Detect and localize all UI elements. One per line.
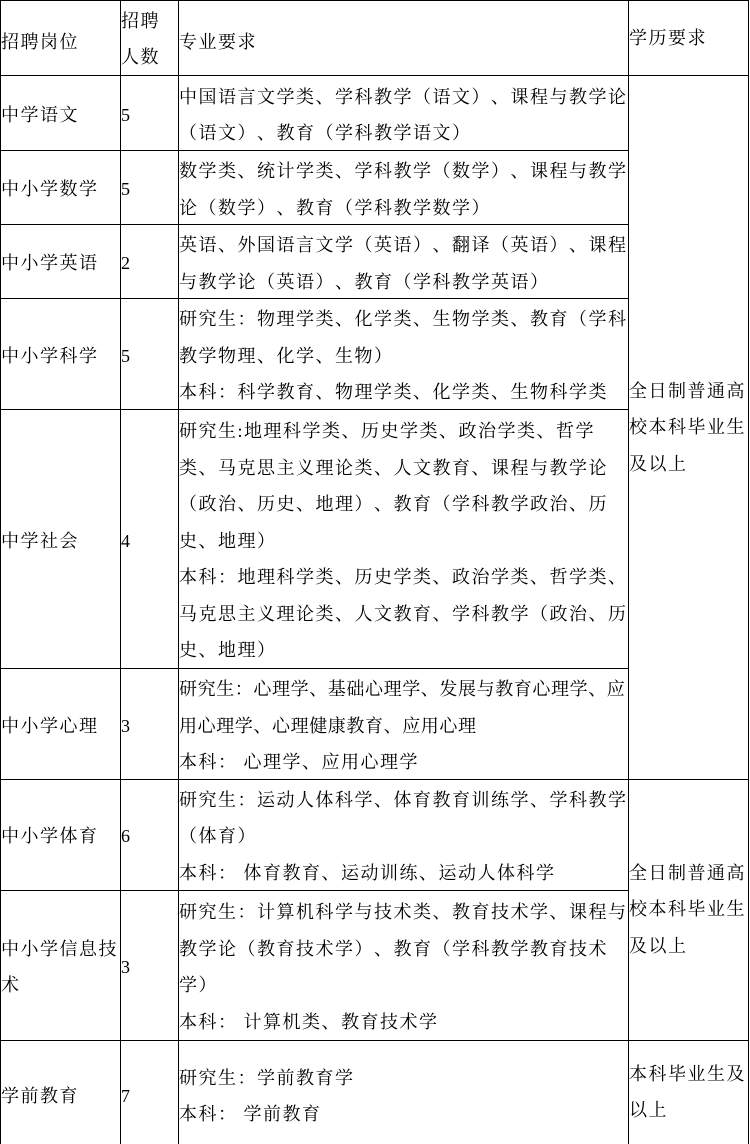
major-cell [179,890,629,1040]
position-cell [1,76,121,151]
major-cell [179,1040,629,1144]
position-label: 中小学科学 [1,345,99,366]
table-header-row [1,1,749,76]
major-undergraduate-text: 本科：地理科学类、历史学类、政治学类、哲学类、马克思主义理论类、人文教育、学科教学（政治、历史、地理） [179,567,628,661]
count-value: 2 [121,253,132,274]
position-cell [1,669,121,780]
position-label: 中小学英语 [1,253,99,274]
position-label: 中小学信息技术 [1,938,118,995]
major-cell [179,76,629,151]
header-cell-position [1,1,121,76]
major-cell [179,410,629,669]
major-cell [179,225,629,299]
header-count: 招聘人数 [121,10,160,67]
major-undergraduate-text: 本科： 计算机类、教育技术学 [179,1011,439,1032]
count-cell [121,669,179,780]
position-label: 中学语文 [1,104,79,125]
major-graduate-text: 研究生:地理科学类、历史学类、政治学类、哲学类、马克思主义理论类、人文教育、课程与教学论（政治、历史、地理）、教育（学科教学政治、历史、地理） [179,421,608,551]
position-cell [1,779,121,890]
position-label: 中小学体育 [1,826,99,847]
count-cell [121,76,179,151]
position-label: 中小学数学 [1,179,99,200]
major-undergraduate-text: 本科：科学教育、物理学类、化学类、生物科学类 [179,382,608,403]
major-graduate-text: 研究生：物理学类、化学类、生物学类、教育（学科教学物理、化学、生物） [179,309,628,366]
count-cell [121,225,179,299]
major-undergraduate-text: 本科： 体育教育、运动训练、运动人体科学 [179,862,556,883]
position-label: 中学社会 [1,530,79,551]
count-cell [121,779,179,890]
header-position: 招聘岗位 [1,31,79,52]
count-value: 5 [121,179,132,200]
position-cell [1,299,121,410]
position-cell [1,1040,121,1144]
major-graduate-text: 研究生：运动人体科学、体育教育训练学、学科教学（体育） [179,789,628,847]
major-text: 中国语言文学类、学科教学（语文）、课程与教学论（语文）、教育（学科教学语文） [179,86,628,143]
count-value: 4 [121,530,132,551]
education-cell [629,76,749,780]
major-graduate-text: 研究生：心理学、基础心理学、发展与教育心理学、应用心理学、心理健康教育、应用心理 [179,679,626,736]
table-row [1,779,749,890]
major-cell [179,151,629,225]
table-row [1,76,749,151]
count-cell [121,890,179,1040]
header-education: 学历要求 [629,27,707,48]
table-row [1,1040,749,1144]
count-value: 5 [121,345,132,366]
major-graduate-text: 研究生：学前教育学 [179,1067,355,1088]
major-undergraduate-text: 本科： 心理学、应用心理学 [179,752,419,772]
position-cell [1,225,121,299]
header-cell-count [121,1,179,76]
count-cell [121,1040,179,1144]
education-cell [629,779,749,1040]
education-text: 全日制普通高校本科毕业生及以上 [629,862,746,956]
major-cell [179,299,629,410]
position-label: 学前教育 [1,1086,79,1106]
major-cell [179,669,629,780]
count-value: 3 [121,715,132,736]
header-cell-education [629,1,749,76]
count-value: 5 [121,104,132,125]
count-cell [121,410,179,669]
count-value: 6 [121,826,132,847]
count-value: 7 [121,1086,132,1106]
education-cell [629,1040,749,1144]
position-cell [1,151,121,225]
major-undergraduate-text: 本科： 学前教育 [179,1104,322,1125]
count-value: 3 [121,956,132,977]
major-text: 英语、外国语言文学（英语）、翻译（英语）、课程与教学论（英语）、教育（学科教学英语） [179,235,628,292]
header-major: 专业要求 [179,31,257,52]
position-cell [1,890,121,1040]
major-graduate-text: 研究生：计算机科学与技术类、教育技术学、课程与教学论（教育技术学）、教育（学科教学教育技术学） [179,902,628,995]
education-text: 本科毕业生及以上 [629,1063,746,1121]
major-text: 数学类、统计学类、学科教学（数学）、课程与教学论（数学）、教育（学科教学数学） [179,161,628,218]
header-cell-major [179,1,629,76]
count-cell [121,151,179,225]
position-label: 中小学心理 [1,715,99,736]
major-cell [179,779,629,890]
position-cell [1,410,121,669]
count-cell [121,299,179,410]
education-text: 全日制普通高校本科毕业生及以上 [629,380,746,474]
